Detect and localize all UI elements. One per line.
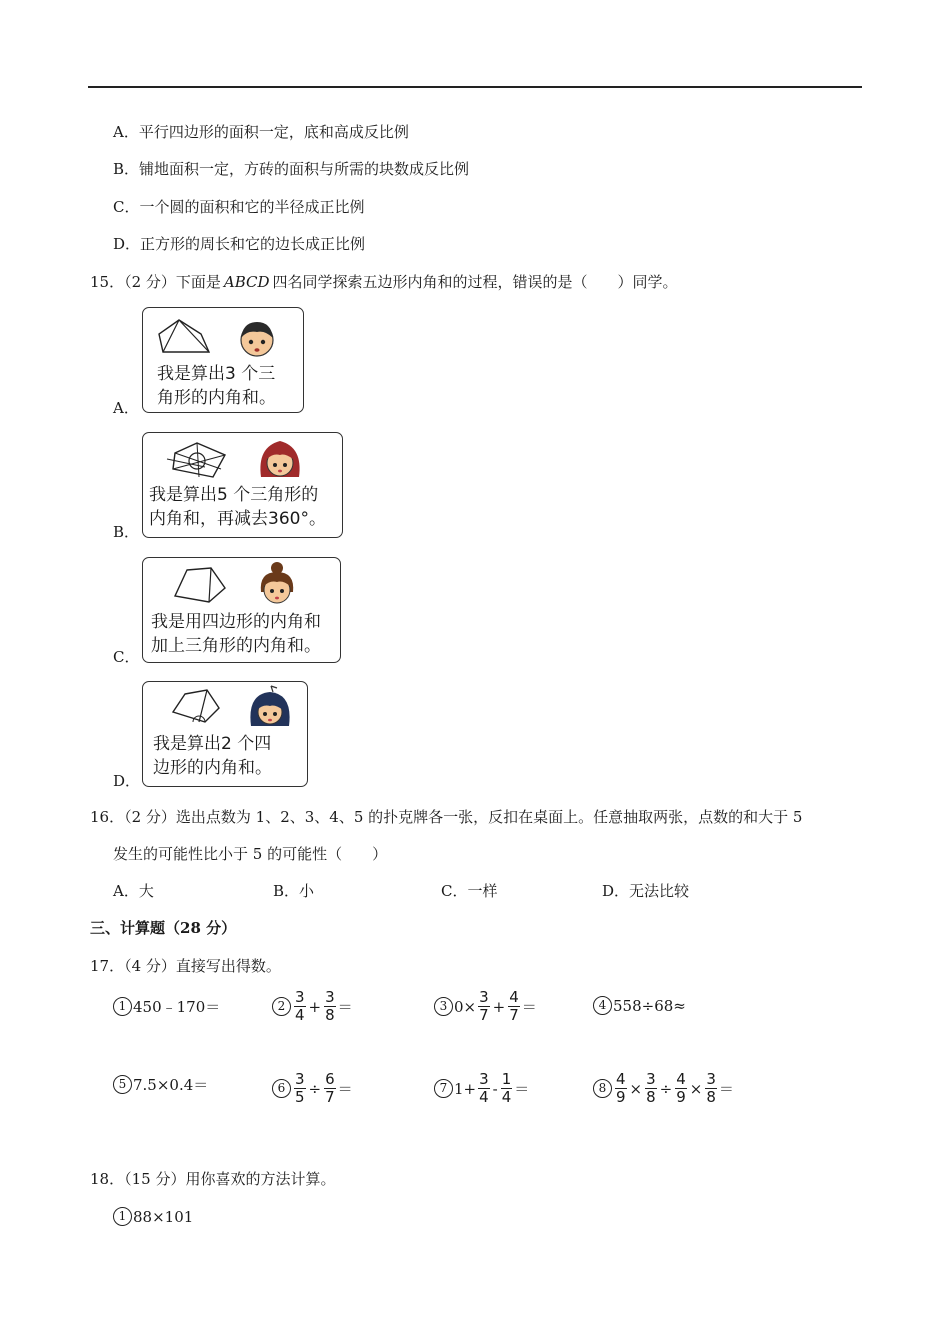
q17-expr-3: 3 0× $\frac{3}{7}$ + $\frac{4}{7}$ ＝ <box>434 989 537 1024</box>
q14-option-d: D．正方形的周长和它的边长成正比例 <box>113 235 366 253</box>
q16-option-b: B．小 <box>273 882 315 900</box>
circled-number: 5 <box>113 1075 132 1094</box>
circled-number: 1 <box>113 997 132 1016</box>
q15-card-c-line1: 我是用四边形的内角和 <box>151 612 321 632</box>
q15-card-a <box>142 307 304 413</box>
q15-card-c <box>142 557 341 663</box>
pentagon-five-triangles-icon <box>165 441 231 481</box>
q16-option-a: A．大 <box>113 882 154 900</box>
q15-letter-c: C． <box>113 648 140 666</box>
pentagon-two-quads-icon <box>171 688 223 726</box>
q15-letter-a: A． <box>113 399 139 417</box>
girl-bun-avatar-icon <box>255 560 299 606</box>
boy-avatar-icon <box>235 316 279 358</box>
q17-expr-5: 5 7.5×0.4＝ <box>113 1074 208 1095</box>
q17-expr-1: 1 450﹣170＝ <box>113 996 220 1017</box>
q18-item-1: 1 88×101 <box>113 1207 193 1226</box>
q15-card-b-line2: 内角和，再减去360°。 <box>149 509 326 529</box>
q14-option-a: A．平行四边形的面积一定，底和高成反比例 <box>113 123 409 141</box>
q15-card-c-line2: 加上三角形的内角和。 <box>151 636 321 656</box>
circled-number: 7 <box>434 1079 453 1098</box>
q15-letter-d: D． <box>113 772 141 790</box>
circled-number: 1 <box>113 1207 132 1226</box>
q15-card-d-line1: 我是算出2 个四 <box>153 734 272 754</box>
q17-expr-7: 7 1+ $\frac{3}{4}$ - $\frac{1}{4}$ ＝ <box>434 1071 529 1106</box>
circled-number: 2 <box>272 997 291 1016</box>
q16-stem-line1: 16．（2 分）选出点数为 1、2、3、4、5 的扑克牌各一张，反扣在桌面上。任意抽取两张，点数的和大于 5 <box>90 808 803 826</box>
section-3-heading: 三、计算题（28 分） <box>90 919 237 937</box>
q15-card-a-line1: 我是算出3 个三 <box>157 364 276 384</box>
q17-expr-8: 8 $\frac{4}{9}$ × $\frac{3}{8}$ ÷ $\frac{4}{9}$ × $\frac{3}{8}$ ＝ <box>593 1071 734 1106</box>
circled-number: 8 <box>593 1079 612 1098</box>
circled-number: 3 <box>434 997 453 1016</box>
q16-stem-line2: 发生的可能性比小于 5 的可能性（ ） <box>113 845 388 863</box>
q15-stem: 15．（2 分）下面是 ABCD 四名同学探索五边形内角和的过程，错误的是（ ）同学。 <box>90 273 678 291</box>
girl-navy-hair-avatar-icon <box>247 684 293 732</box>
q16-option-d: D．无法比较 <box>602 882 690 900</box>
q17-title: 17．（4 分）直接写出得数。 <box>90 957 281 975</box>
q14-option-b: B．铺地面积一定，方砖的面积与所需的块数成反比例 <box>113 160 470 178</box>
pentagon-quad-plus-triangle-icon <box>171 566 227 606</box>
q17-expr-2: 2 $\frac{3}{4}$ + $\frac{3}{8}$ ＝ <box>272 989 353 1024</box>
q15-card-d <box>142 681 308 787</box>
q17-expr-6: 6 $\frac{3}{5}$ ÷ $\frac{6}{7}$ ＝ <box>272 1071 353 1106</box>
circled-number: 4 <box>593 996 612 1015</box>
q15-card-a-line2: 角形的内角和。 <box>157 388 276 408</box>
q16-option-c: C．一样 <box>441 882 498 900</box>
q14-option-c: C．一个圆的面积和它的半径成正比例 <box>113 198 365 216</box>
pentagon-three-triangles-icon <box>157 318 213 356</box>
q15-card-d-line2: 边形的内角和。 <box>153 758 272 778</box>
q17-expr-4: 4 558÷68≈ <box>593 996 686 1015</box>
q18-title: 18．（15 分）用你喜欢的方法计算。 <box>90 1170 336 1188</box>
girl-red-hair-avatar-icon <box>255 437 305 483</box>
q15-letter-b: B． <box>113 523 140 541</box>
header-rule <box>88 86 862 88</box>
q15-card-b-line1: 我是算出5 个三角形的 <box>149 485 319 505</box>
q15-card-b <box>142 432 343 538</box>
circled-number: 6 <box>272 1079 291 1098</box>
